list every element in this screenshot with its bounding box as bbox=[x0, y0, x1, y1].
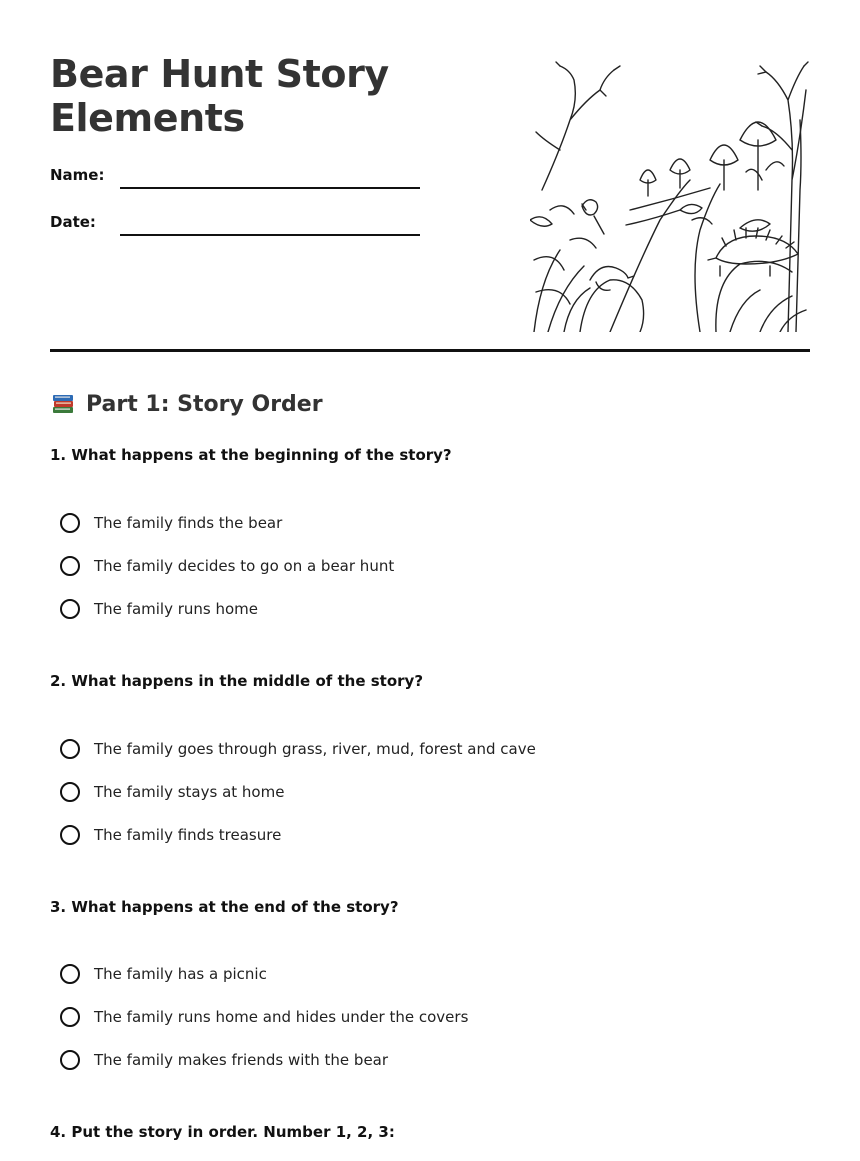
date-field[interactable] bbox=[120, 234, 420, 236]
option-3b[interactable] bbox=[60, 1004, 468, 1030]
option-3a[interactable] bbox=[60, 961, 267, 987]
books-icon bbox=[50, 391, 76, 417]
name-field[interactable] bbox=[120, 187, 420, 189]
radio-button[interactable] bbox=[60, 513, 80, 533]
worksheet-page bbox=[50, 0, 810, 1161]
radio-button[interactable] bbox=[60, 1050, 80, 1070]
option-2b[interactable] bbox=[60, 779, 284, 805]
option-label: The family makes friends with the bear bbox=[94, 1051, 389, 1069]
date-label: Date: bbox=[50, 213, 96, 231]
radio-button[interactable] bbox=[60, 825, 80, 845]
page-title: Bear Hunt Story Elements bbox=[50, 52, 389, 140]
option-label: The family has a picnic bbox=[94, 965, 267, 983]
section-divider bbox=[50, 349, 810, 352]
radio-button[interactable] bbox=[60, 739, 80, 759]
forest-illustration bbox=[530, 60, 810, 332]
option-label: The family finds the bear bbox=[94, 514, 283, 532]
section-heading bbox=[50, 388, 323, 420]
question-2: 2. What happens in the middle of the story? bbox=[50, 672, 424, 690]
option-3c[interactable] bbox=[60, 1047, 388, 1073]
option-label: The family goes through grass, river, mud, forest and cave bbox=[94, 740, 536, 758]
option-label: The family runs home and hides under the covers bbox=[94, 1008, 469, 1026]
option-label: The family stays at home bbox=[94, 783, 285, 801]
question-3: 3. What happens at the end of the story? bbox=[50, 898, 399, 916]
radio-button[interactable] bbox=[60, 1007, 80, 1027]
option-label: The family decides to go on a bear hunt bbox=[94, 557, 395, 575]
option-label: The family runs home bbox=[94, 600, 259, 618]
radio-button[interactable] bbox=[60, 964, 80, 984]
option-1a[interactable] bbox=[60, 510, 282, 536]
option-1c[interactable] bbox=[60, 596, 258, 622]
radio-button[interactable] bbox=[60, 556, 80, 576]
option-2c[interactable] bbox=[60, 822, 281, 848]
question-4: 4. Put the story in order. Number 1, 2, 3: bbox=[50, 1123, 395, 1141]
name-label: Name: bbox=[50, 166, 105, 184]
radio-button[interactable] bbox=[60, 782, 80, 802]
radio-button[interactable] bbox=[60, 599, 80, 619]
option-label: The family finds treasure bbox=[94, 826, 282, 844]
question-1: 1. What happens at the beginning of the story? bbox=[50, 446, 452, 464]
option-2a[interactable] bbox=[60, 736, 536, 762]
section-title: Part 1: Story Order bbox=[86, 391, 323, 417]
option-1b[interactable] bbox=[60, 553, 394, 579]
